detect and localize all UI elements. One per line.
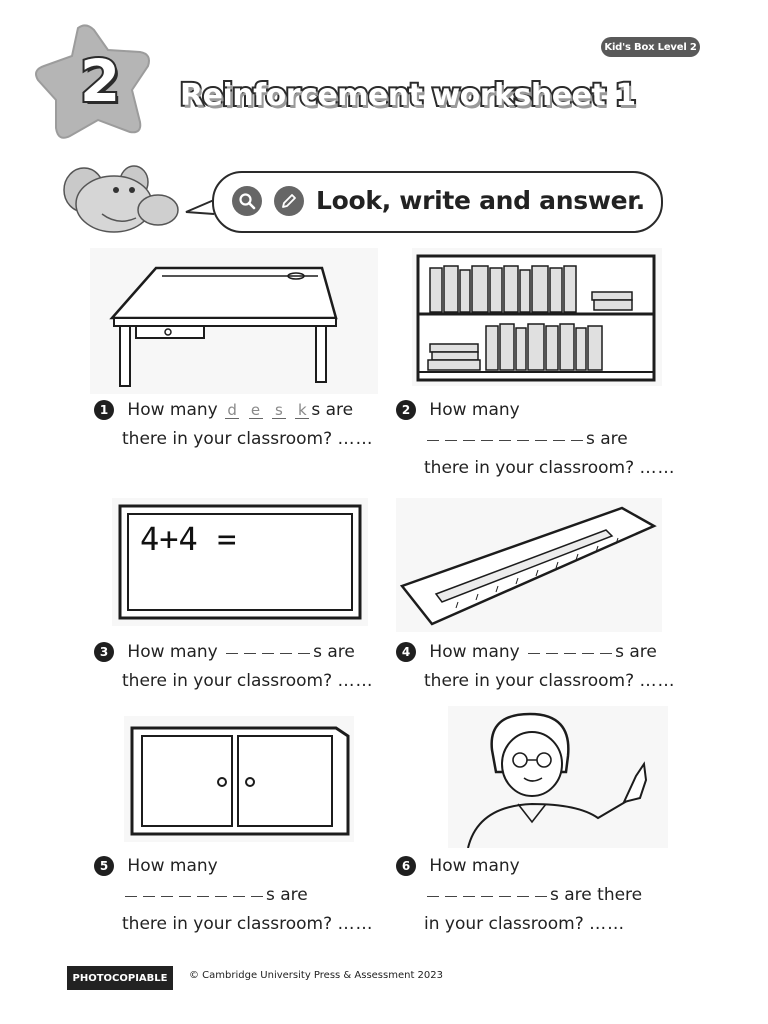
unit-number: 2 xyxy=(79,47,121,115)
search-icon xyxy=(232,186,262,216)
question-2 xyxy=(396,396,676,483)
question-text: there in your classroom? xyxy=(424,671,635,691)
question-suffix: s are xyxy=(266,885,308,905)
question-3 xyxy=(94,638,374,696)
letter-blank[interactable] xyxy=(262,652,274,654)
answer-blanks[interactable] xyxy=(223,642,313,662)
letter-blank[interactable] xyxy=(215,895,227,897)
letter-blank[interactable] xyxy=(546,652,558,654)
letter-blank[interactable] xyxy=(499,895,511,897)
answer-letter: e xyxy=(249,403,263,419)
letter-blank[interactable] xyxy=(445,895,457,897)
question-text: there in your classroom? xyxy=(122,429,333,449)
ruler-illustration xyxy=(396,498,662,632)
question-number: 3 xyxy=(94,642,114,662)
question-suffix: s are xyxy=(311,400,354,420)
letter-blank[interactable] xyxy=(197,895,209,897)
copyright-notice: © Cambridge University Press & Assessment 2023 xyxy=(189,970,444,981)
answer-blanks[interactable] xyxy=(122,885,266,905)
question-lead: How many xyxy=(127,642,218,662)
page-title: Reinforcement worksheet 1 xyxy=(180,78,636,113)
desk-illustration xyxy=(90,248,378,394)
answer-space[interactable]: …… xyxy=(639,671,676,691)
letter-blank[interactable] xyxy=(143,895,155,897)
letter-blank[interactable] xyxy=(298,652,310,654)
level-badge: Kid's Box Level 2 xyxy=(601,37,700,57)
letter-blank[interactable] xyxy=(226,652,238,654)
teacher-illustration xyxy=(448,706,668,848)
letter-blank[interactable] xyxy=(528,652,540,654)
letter-blank[interactable] xyxy=(499,439,511,441)
question-number: 6 xyxy=(396,856,416,876)
letter-blank[interactable] xyxy=(481,895,493,897)
instruction-text: Look, write and answer. xyxy=(316,186,645,215)
answer-blanks[interactable] xyxy=(424,885,550,905)
question-5 xyxy=(94,852,374,939)
answer-space[interactable]: …… xyxy=(337,914,374,934)
letter-blank[interactable] xyxy=(481,439,493,441)
answer-letter: k xyxy=(295,403,309,419)
letter-blank[interactable] xyxy=(445,439,457,441)
letter-blank[interactable] xyxy=(553,439,565,441)
letter-blank[interactable] xyxy=(233,895,245,897)
mouse-mascot-icon xyxy=(62,160,180,238)
question-text: there in your classroom? xyxy=(424,458,635,478)
question-4 xyxy=(396,638,676,696)
question-lead: How many xyxy=(127,400,218,420)
letter-blank[interactable] xyxy=(161,895,173,897)
letter-blank[interactable] xyxy=(280,652,292,654)
answer-space[interactable]: …… xyxy=(589,914,626,934)
question-1 xyxy=(94,396,374,454)
letter-blank[interactable] xyxy=(463,895,475,897)
question-6 xyxy=(396,852,642,939)
letter-blank[interactable] xyxy=(427,439,439,441)
answer-space[interactable]: …… xyxy=(337,671,374,691)
question-lead: How many xyxy=(429,856,520,876)
photocopiable-label: PHOTOCOPIABLE xyxy=(67,966,173,990)
question-number: 5 xyxy=(94,856,114,876)
question-suffix: s are xyxy=(586,429,628,449)
question-lead: How many xyxy=(429,400,520,420)
question-suffix: s are xyxy=(313,642,355,662)
question-lead: How many xyxy=(429,642,520,662)
letter-blank[interactable] xyxy=(564,652,576,654)
question-text: there in your classroom? xyxy=(122,671,333,691)
answer-letter: d xyxy=(225,403,239,419)
answer-space[interactable]: …… xyxy=(337,429,374,449)
question-suffix: s are there xyxy=(550,885,643,905)
letter-blank[interactable] xyxy=(517,895,529,897)
letter-blank[interactable] xyxy=(125,895,137,897)
letter-blank[interactable] xyxy=(582,652,594,654)
letter-blank[interactable] xyxy=(571,439,583,441)
board-text: 4+4 = xyxy=(140,520,237,558)
answer-blanks[interactable] xyxy=(525,642,615,662)
bookcase-illustration xyxy=(412,248,662,386)
letter-blank[interactable] xyxy=(535,439,547,441)
answer-space[interactable]: …… xyxy=(639,458,676,478)
question-text: in your classroom? xyxy=(424,914,584,934)
letter-blank[interactable] xyxy=(463,439,475,441)
question-number: 2 xyxy=(396,400,416,420)
letter-blank[interactable] xyxy=(535,895,547,897)
pencil-icon xyxy=(274,186,304,216)
answer-blanks[interactable] xyxy=(424,429,586,449)
letter-blank[interactable] xyxy=(179,895,191,897)
question-number: 1 xyxy=(94,400,114,420)
letter-blank[interactable] xyxy=(517,439,529,441)
letter-blank[interactable] xyxy=(251,895,263,897)
question-text: there in your classroom? xyxy=(122,914,333,934)
letter-blank[interactable] xyxy=(244,652,256,654)
letter-blank[interactable] xyxy=(427,895,439,897)
question-suffix: s are xyxy=(615,642,657,662)
answer-letter: s xyxy=(272,403,286,419)
cupboard-illustration xyxy=(124,716,354,842)
question-lead: How many xyxy=(127,856,218,876)
question-number: 4 xyxy=(396,642,416,662)
board-illustration xyxy=(112,498,368,626)
letter-blank[interactable] xyxy=(600,652,612,654)
